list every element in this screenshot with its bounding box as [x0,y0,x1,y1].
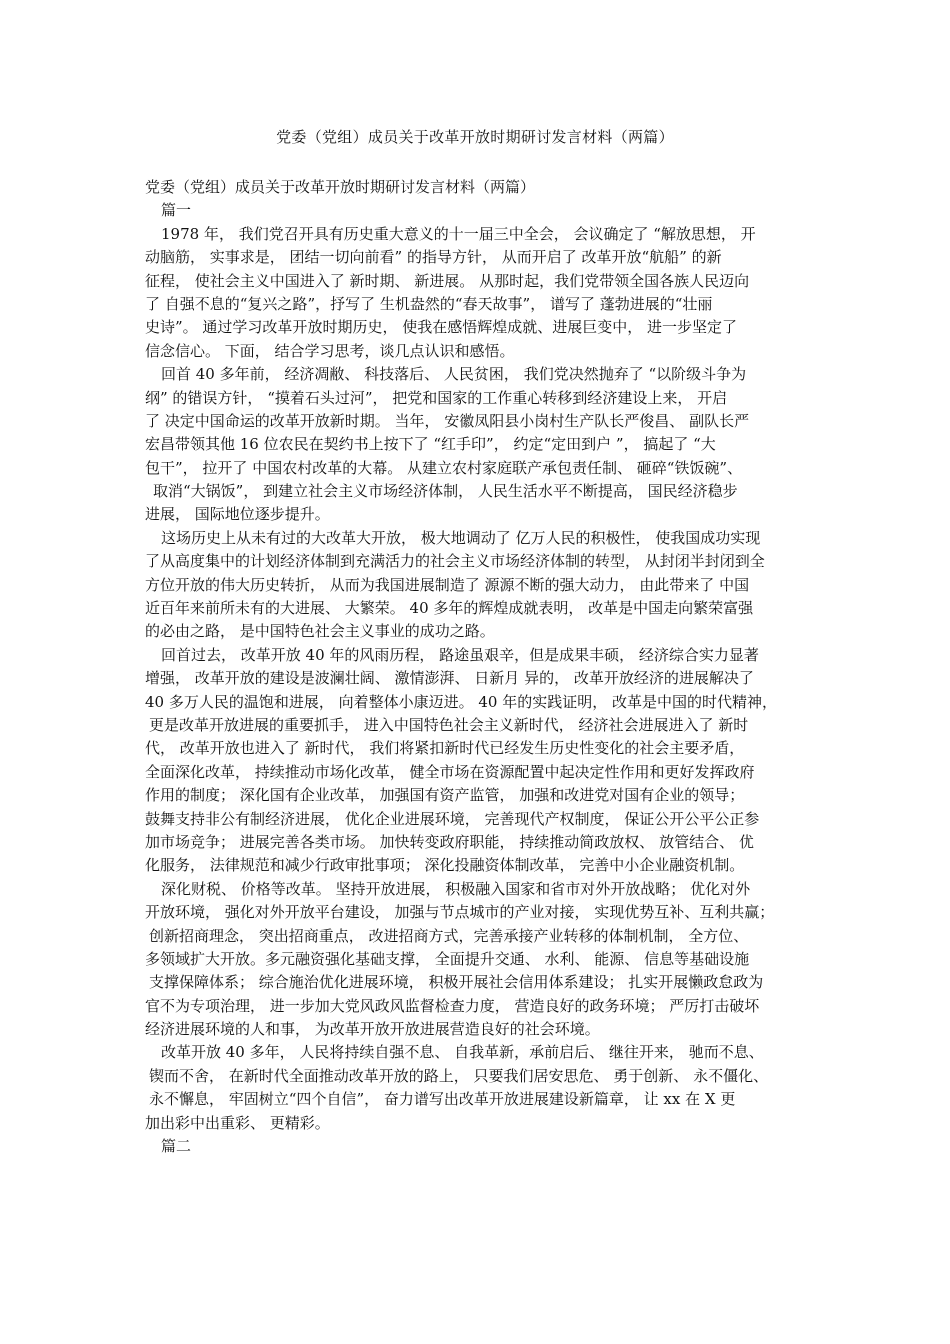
paragraph-line: 化服务， 法律规范和减少行政审批事项； 深化投融资体制改革， 完善中小企业融资机制。 [145,856,745,875]
paragraph-line: 近百年来前所未有的大进展、 大繁荣。 40 多年的辉煌成就表明， 改革是中国走向繁荣富强 [145,599,754,618]
paragraph-line: 加市场竞争； 进展完善各类市场。 加快转变政府职能， 持续推动简政放权、 放管结合、 优 [145,832,754,851]
paragraph-line: 方位开放的伟大历史转折， 从而为我国进展制造了 源源不断的强大动力， 由此带来了 中国 [145,575,750,594]
paragraph-line: 鼓舞支持非公有制经济进展， 优化企业进展环境， 完善现代产权制度， 保证公开公平公正参 [145,809,760,828]
paragraph-line: 多领域扩大开放。多元融资强化基础支撑， 全面提升交通、 水利、 能源、 信息等基础设施 [145,949,750,968]
paragraph-line: 支撑保障体系； 综合施治优化进展环境， 积极开展社会信用体系建设； 扎实开展懒政怠政为 [149,973,764,992]
document-body [145,176,815,1158]
paragraph-line: 进展， 国际地位逐步提升。 [145,505,330,524]
paragraph-line: 宏昌带领其他 16 位农民在契约书上按下了 “红手印”， 约定“定田到户 ”， 搞起了 “大 [145,435,716,454]
paragraph-line: 增强， 改革开放的建设是波澜壮阔、 激情澎湃、 日新月 异的， 改革开放经济的进展解决了 [145,669,754,688]
paragraph-line: 的必由之路， 是中国特色社会主义事业的成功之路。 [145,622,495,641]
paragraph-line: 包干”， 拉开了 中国农村改革的大幕。 从建立农村家庭联产承包责任制、 砸碎“铁饭碗”、 [145,458,743,477]
paragraph-line: 更是改革开放进展的重要抓手， 进入中国特色社会主义新时代， 经济社会进展进入了 新时 [149,715,749,734]
paragraph-line: 代， 改革开放也进入了 新时代， 我们将紧扣新时代已经发生历史性变化的社会主要矛盾， [145,739,745,758]
paragraph-line: 动脑筋， 实事求是， 团结一切向前看” 的指导方针， 从而开启了 改革开放“航船” 的新 [145,248,722,267]
section-heading-1: 篇一 [161,201,192,220]
paragraph-line: 官不为专项治理， 进一步加大党风政风监督检查力度， 营造良好的政务环境； 严厉打击破坏 [145,996,760,1015]
paragraph-line: 取消“大锅饭”， 到建立社会主义市场经济体制， 人民生活水平不断提高， 国民经济稳步 [153,482,738,501]
paragraph-line: 征程， 使社会主义中国进入了 新时期、 新进展。 从那时起，我们党带领全国各族人民迈向 [145,271,750,290]
subtitle-line: 党委（党组）成员关于改革开放时期研讨发言材料（两篇） [145,178,536,196]
paragraph-line: 作用的制度； 深化国有企业改革， 加强国有资产监管， 加强和改进党对国有企业的领导； [145,786,745,805]
paragraph-line: 加出彩中出重彩、 更精彩。 [145,1113,330,1132]
paragraph-line: 1978 年， 我们党召开具有历史重大意义的十一届三中全会， 会议确定了 “解放思想， 开 [161,224,756,243]
paragraph-line: 永不懈息， 牢固树立“四个自信”， 奋力谱写出改革开放进展建设新篇章， 让 xx 在 X 更 [149,1090,736,1109]
paragraph-line: 创新招商理念， 突出招商重点， 改进招商方式，完善承接产业转移的体制机制， 全方位、 [149,926,749,945]
paragraph-line: 经济进展环境的人和事， 为改革开放开放进展营造良好的社会环境。 [145,1020,600,1039]
paragraph-line: 锲而不舍， 在新时代全面推动改革开放的路上， 只要我们居安思危、 勇于创新、 永不僵化、 [149,1066,769,1085]
paragraph-line: 40 多万人民的温饱和进展， 向着整体小康迈进。 40 年的实践证明， 改革是中国的时代精神， [145,692,778,711]
paragraph-line: 改革开放 40 多年， 人民将持续自强不息、 自我革新，承前启后、 继往开来， 驰而不息、 [161,1043,764,1062]
paragraph-line: 了从高度集中的计划经济体制到充满活力的社会主义市场经济体制的转型， 从封闭半封闭到全 [145,552,765,571]
paragraph-line: 全面深化改革， 持续推动市场化改革， 健全市场在资源配置中起决定性作用和更好发挥政府 [145,762,755,781]
paragraph-line: 这场历史上从未有过的大改革大开放， 极大地调动了 亿万人民的积极性， 使我国成功实现 [161,528,761,547]
paragraph-line: 回首过去， 改革开放 40 年的风雨历程， 路途虽艰辛，但是成果丰硕， 经济综合实力显著 [161,645,759,664]
paragraph-line: 开放环境， 强化对外开放平台建设， 加强与节点城市的产业对接， 实现优势互补、互利共赢； [145,903,775,922]
paragraph-line: 信念信心。 下面， 结合学习思考，谈几点认识和感悟。 [145,341,515,360]
paragraph-line: 回首 40 多年前， 经济凋敝、 科技落后、 人民贫困， 我们党决然抛弃了 “以阶级斗争为 [161,365,747,384]
paragraph-line: 了 决定中国命运的改革开放新时期。 当年， 安徽凤阳县小岗村生产队长严俊昌、 副队长严 [145,411,750,430]
paragraph-line: 了 自强不息的“复兴之路”，抒写了 生机盎然的“春天故事”， 谱写了 蓬勃进展的“壮丽 [145,294,713,313]
paragraph-line: 深化财税、 价格等改革。 坚持开放进展， 积极融入国家和省市对外开放战略； 优化对外 [161,879,751,898]
section-heading-2: 篇二 [161,1137,192,1156]
paragraph-line: 纲” 的错误方针， “摸着石头过河”， 把党和国家的工作重心转移到经济建设上来， 开启 [145,388,728,407]
paragraph-line: 史诗”。 通过学习改革开放时期历史， 使我在感悟辉煌成就、进展巨变中， 进一步坚定了 [145,318,737,337]
page-title: 党委（党组）成员关于改革开放时期研讨发言材料（两篇） [276,128,674,146]
